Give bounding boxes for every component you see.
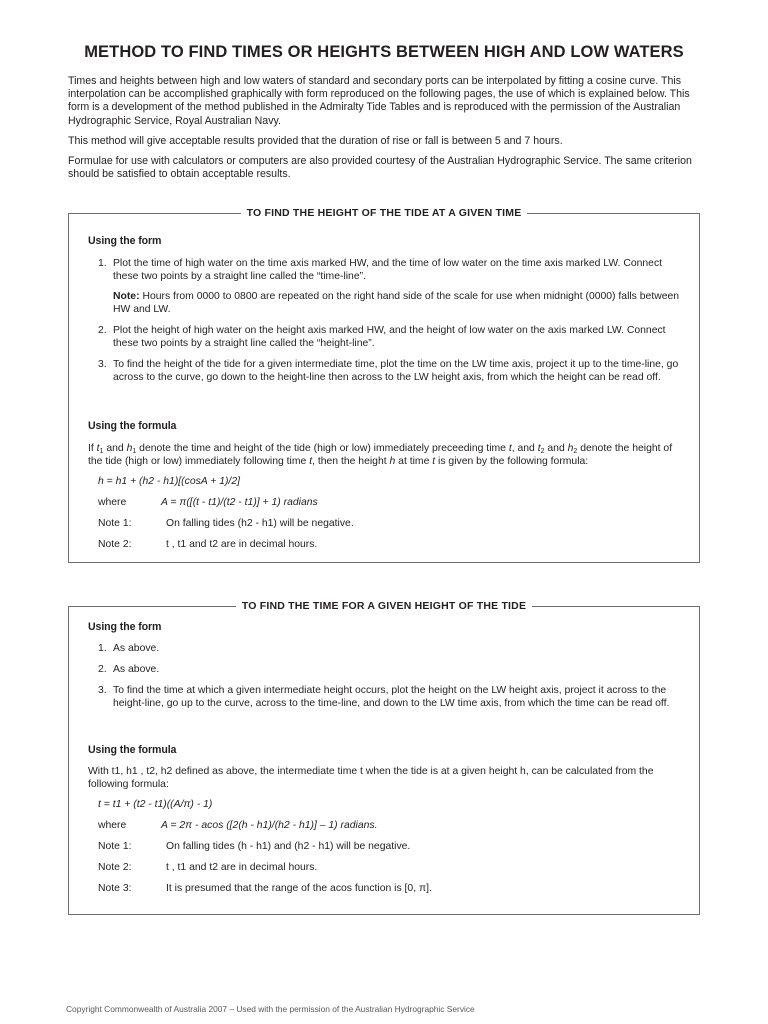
height-formula: [88, 420, 683, 559]
note-2: Note 2: t , t1 and t2 are in decimal hours.: [98, 539, 318, 550]
formula-intro: With t1, h1 , t2, h2 defined as above, the intermediate time t when the tide is at a given height h, can be calculated from the following formula:: [88, 766, 654, 790]
intro-paragraph: This method will give acceptable results provided that the duration of rise or fall is between 5 and 7 hours.: [68, 134, 563, 147]
time-formula: [88, 744, 683, 903]
note-1: Note 1: On falling tides (h2 - h1) will be negative.: [98, 518, 354, 529]
time-form-instructions: [88, 621, 683, 718]
list-item: 2. Plot the height of high water on the height axis marked HW, and the height of low water on the axis marked LW. Connect these two points by a straight line called the “height-line”.: [98, 325, 666, 349]
section-title: TO FIND THE TIME FOR A GIVEN HEIGHT OF THE TIDE: [69, 600, 699, 613]
steps-list: [88, 642, 683, 710]
formula-intro: If $t_1$ and $h_1$ denote the time and height of the tide (high or low) immediately preceeding time t, and $t_2$ and $h_2$ denote the height of the tide (high or low) immediately following time t, then the height h at time t is given by the following formula:: [88, 443, 673, 467]
formula-heading: Using the formula: [88, 420, 177, 432]
time-section: [68, 600, 700, 915]
steps-list: [88, 257, 683, 283]
height-section: [68, 207, 700, 563]
list-item: 3. To find the time at which a given intermediate height occurs, plot the height on the LW height axis, project it across to the height-line, go up to the curve, across to the time-line, and down to the LW time axis, from which the time can be read off.: [98, 685, 670, 709]
note-1: Note 1: On falling tides (h - h1) and (h2 - h1) will be negative.: [98, 841, 411, 852]
formula: h = h1 + (h2 - h1)[(cosA + 1)/2]: [98, 476, 240, 487]
list-item: 1. As above.: [98, 643, 160, 654]
steps-list: [88, 324, 683, 384]
formula-heading: Using the formula: [88, 744, 177, 756]
copyright-footer: Copyright Commonwealth of Australia 2007 – Used with the permission of the Australian Hydrographic Service: [66, 1004, 475, 1014]
list-item: 2. As above.: [98, 664, 160, 675]
intro-paragraph: Times and heights between high and low waters of standard and secondary ports can be interpolated by fitting a cosine curve. This interpolation can be accomplished graphically with form reproduced on the following pages, the use of which is explained below. This form is a development of the method published in the Admiralty Tide Tables and is reproduced with the permission of the Australian Hydrographic Service, Royal Australian Navy.: [68, 75, 690, 127]
note-3: Note 3: It is presumed that the range of the acos function is [0, π].: [98, 883, 432, 894]
list-item: 3. To find the height of the tide for a given intermediate time, plot the time on the LW time axis, project it up to the time-line, go across to the curve, go down to the height-line then across to the LW height axis, from which the height can be read off.: [98, 359, 679, 383]
list-item: 1. Plot the time of high water on the time axis marked HW, and the time of low water on the time axis marked LW. Connect these two points by a straight line called the “time-line”.: [98, 258, 663, 282]
form-heading: Using the form: [88, 621, 162, 633]
intro: [68, 75, 702, 188]
note-2: Note 2: t , t1 and t2 are in decimal hours.: [98, 862, 318, 873]
formula: t = t1 + (t2 - t1)((A/π) - 1): [98, 799, 213, 810]
intro-paragraph: Formulae for use with calculators or computers are also provided courtesy of the Australian Hydrographic Service. The same criterion should be satisfied to obtain acceptable results.: [68, 155, 692, 181]
section-title: TO FIND THE HEIGHT OF THE TIDE AT A GIVEN TIME: [69, 207, 699, 220]
form-heading: Using the form: [88, 235, 162, 247]
height-form-instructions: [88, 235, 683, 392]
note: Note: Hours from 0000 to 0800 are repeated on the right hand side of the scale for use when midnight (0000) falls between HW and LW.: [113, 291, 680, 315]
where-line: where A = π([(t - t1)/(t2 - t1)] + 1) radians: [98, 497, 318, 508]
page-title: METHOD TO FIND TIMES OR HEIGHTS BETWEEN HIGH AND LOW WATERS: [84, 43, 684, 61]
where-line: where A = 2π - acos ([2(h - h1)/(h2 - h1)] – 1) radians.: [98, 820, 378, 831]
